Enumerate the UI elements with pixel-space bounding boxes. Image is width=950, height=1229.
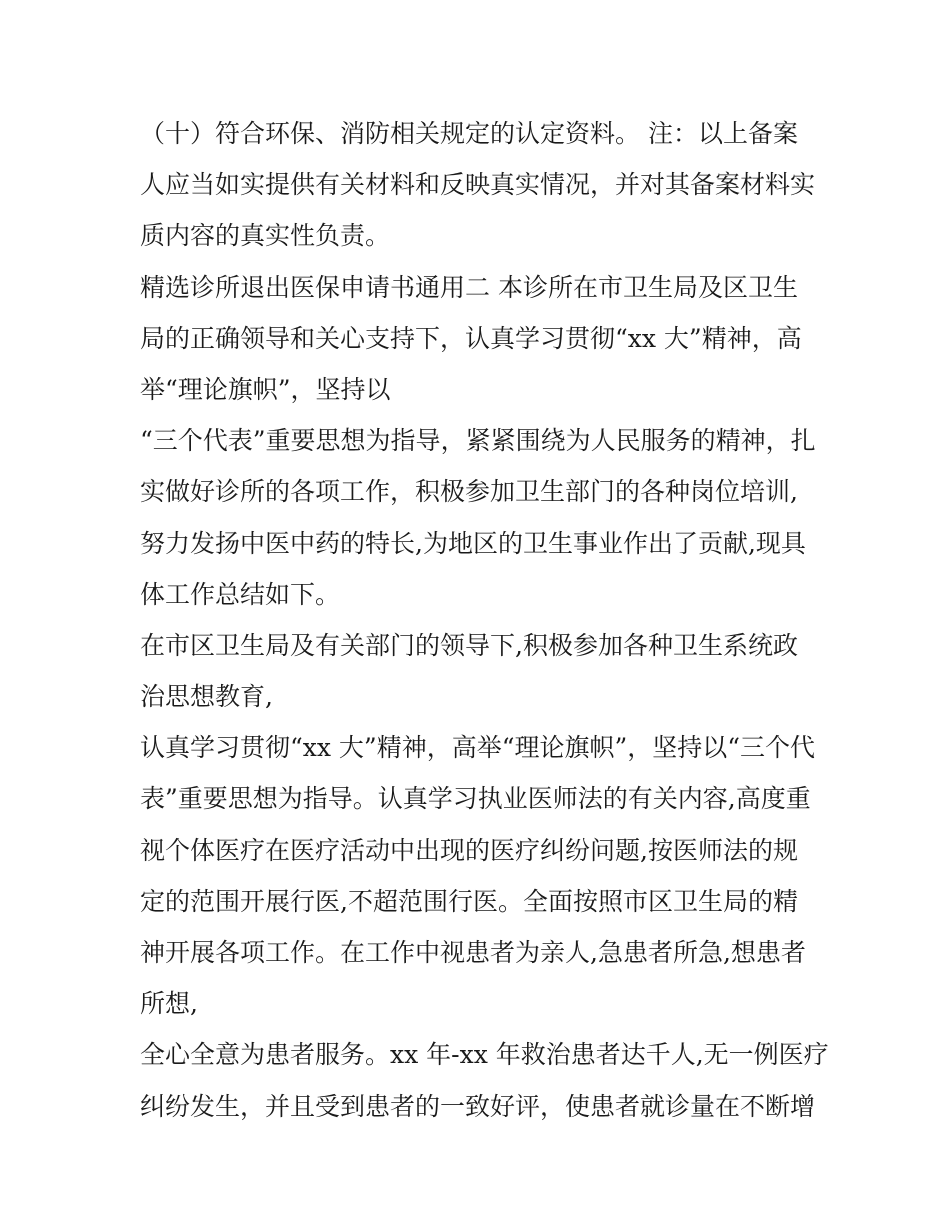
text-line: 在市区卫生局及有关部门的领导下,积极参加各种卫生系统政: [140, 630, 798, 660]
text-line: 纠纷发生，并且受到患者的一致好评，使患者就诊量在不断增: [140, 1091, 816, 1121]
document-body: [140, 108, 830, 1132]
text-line: 努力发扬中医中药的特长,为地区的卫生事业作出了贡献,现具: [140, 528, 806, 558]
text-line: 表”重要思想为指导。认真学习执业医师法的有关内容,高度重: [140, 784, 811, 814]
text-line: 质内容的真实性负责。: [140, 221, 391, 251]
text-line: 精选诊所退出医保申请书通用二 本诊所在市卫生局及区卫生: [140, 272, 798, 302]
text-line: 认真学习贯彻“xx 大”精神，高举“理论旗帜”，坚持以“三个代: [140, 733, 816, 763]
text-line: 视个体医疗在医疗活动中出现的医疗纠纷问题,按医师法的规: [140, 835, 798, 865]
text-line: 举“理论旗帜”，坚持以: [140, 374, 391, 404]
text-line: （十）符合环保、消防相关规定的认定资料。 注：以上备案: [140, 119, 798, 148]
text-line: “三个代表”重要思想为指导，紧紧围绕为人民服务的精神，扎: [140, 426, 816, 456]
text-line: 全心全意为患者服务。xx 年-xx 年救治患者达千人,无一例医疗: [140, 1040, 829, 1070]
text-line: 实做好诊所的各项工作，积极参加卫生部门的各种岗位培训,: [140, 477, 798, 507]
text-line: 局的正确领导和关心支持下，认真学习贯彻“xx 大”精神，高: [140, 323, 802, 353]
text-line: 神开展各项工作。在工作中视患者为亲人,急患者所急,想患者: [140, 938, 806, 967]
text-line: 所想,: [140, 989, 198, 1019]
text-line: 治思想教育,: [140, 682, 273, 712]
text-line: 人应当如实提供有关材料和反映真实情况，并对其备案材料实: [140, 170, 816, 200]
text-line: 体工作总结如下。: [140, 579, 341, 609]
text-line: 定的范围开展行医,不超范围行医。全面按照市区卫生局的精: [140, 886, 798, 916]
